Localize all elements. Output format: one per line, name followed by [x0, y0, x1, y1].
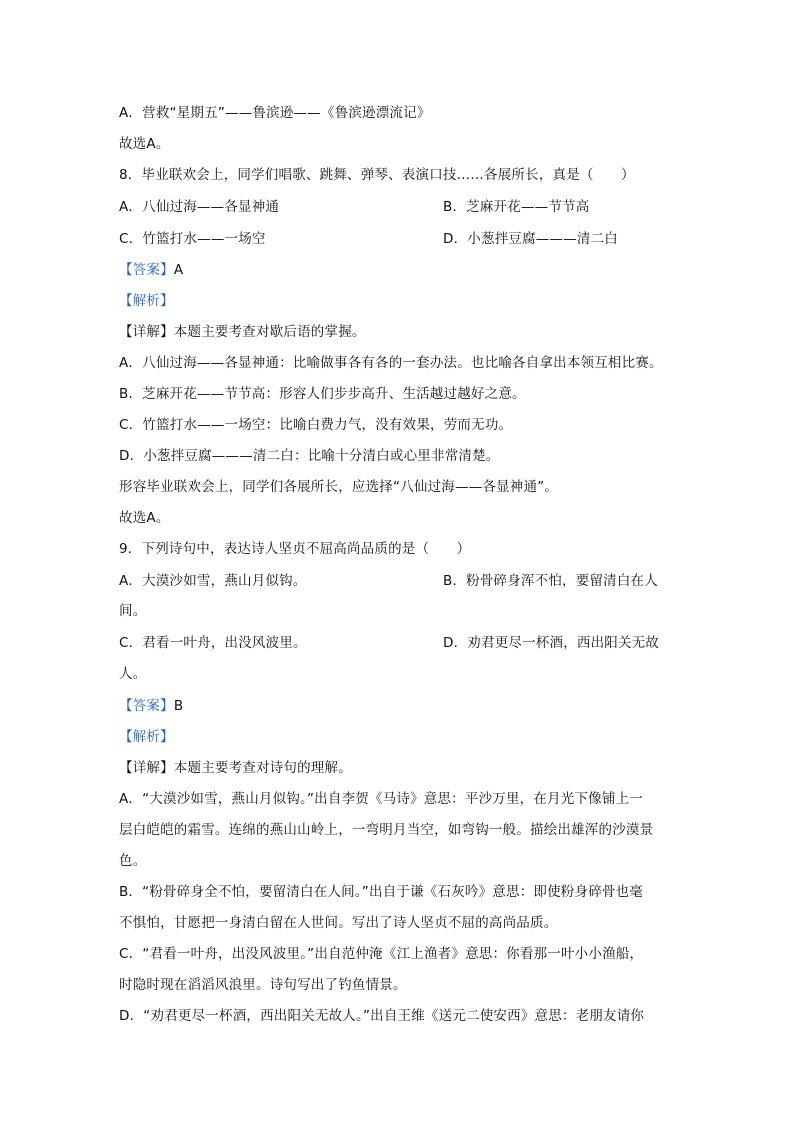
- answer-tag: 【答案】: [119, 262, 174, 278]
- question-8-option-c: C．竹篮打水——一场空: [119, 231, 266, 247]
- answer-tag: 【答案】: [119, 698, 174, 714]
- analysis-tag: 【解析】: [119, 293, 174, 309]
- question-8-explain-d: D．小葱拌豆腐———清二白：比喻十分清白或心里非常清楚。: [119, 448, 500, 464]
- question-9-explain-b-2: 不惧怕，甘愿把一身清白留在人世间。写出了诗人坚贞不屈的高尚品质。: [119, 915, 558, 931]
- analysis-tag: 【解析】: [119, 729, 174, 745]
- text-line: 故选A。: [119, 136, 170, 152]
- question-8-detail: 【详解】本题主要考查对歇后语的掌握。: [119, 324, 366, 340]
- question-8-explain-b: B．芝麻开花——节节高：形容人们步步高升、生活越过越好之意。: [119, 386, 526, 402]
- question-8-option-a: A．八仙过海——各显神通: [119, 199, 280, 215]
- question-8-analysis-tag: [119, 291, 679, 311]
- question-9-stem: 9．下列诗句中，表达诗人坚贞不屈高尚品质的是（ ）: [119, 541, 471, 557]
- question-9-option-d-wrap: 人。: [119, 666, 147, 682]
- question-9-explain-a-1: A．“大漠沙如雪，燕山月似钩。”出自李贺《马诗》意思：平沙万里，在月光下像铺上一: [119, 791, 643, 807]
- question-8-explain-a: A．八仙过海——各显神通：比喻做事各有各的一套办法。也比喻各自拿出本领互相比赛。: [119, 355, 663, 371]
- text-line: A．营救“星期五”——鲁滨逊——《鲁滨逊漂流记》: [119, 105, 431, 121]
- question-8-stem: 8．毕业联欢会上，同学们唱歌、跳舞、弹琴、表演口技……各展所长，真是（ ）: [119, 167, 635, 183]
- question-9-explain-a-2: 层白皑皑的霜雪。连绵的燕山山岭上，一弯明月当空，如弯钩一般。描绘出雄浑的沙漠景: [119, 822, 654, 838]
- question-9-option-d: D．劝君更尽一杯酒，西出阳关无故: [443, 635, 660, 651]
- question-9-explain-c-2: 时隐时现在滔滔风浪里。诗句写出了钓鱼情景。: [119, 977, 407, 993]
- answer-value: B: [173, 698, 184, 714]
- question-9-option-c: C．君看一叶舟，出没风波里。: [119, 635, 307, 651]
- question-9-option-b-wrap: 间。: [119, 603, 147, 619]
- question-8-answer: [119, 260, 679, 280]
- question-9-option-b: B．粉骨碎身浑不怕，要留清白在人: [443, 573, 658, 589]
- question-9-explain-b-1: B．“粉骨碎身全不怕，要留清白在人间。”出自于谦《石灰吟》意思：即使粉身碎骨也毫: [119, 884, 643, 900]
- question-8-conclusion: 形容毕业联欢会上，同学们各展所长，应选择“八仙过海——各显神通”。: [119, 479, 559, 495]
- question-9-explain-c-1: C．“君看一叶舟，出没风波里。”出自范仲淹《江上渔者》意思：你看那一叶小小渔船，: [119, 946, 644, 962]
- question-9-analysis-tag: [119, 727, 679, 747]
- question-9-detail: 【详解】本题主要考查对诗句的理解。: [119, 760, 352, 776]
- question-9-explain-d-1: D．“劝君更尽一杯酒，西出阳关无故人。”出自王维《送元二使安西》意思：老朋友请你: [119, 1008, 645, 1024]
- answer-value: A: [173, 262, 184, 278]
- question-8-option-b: B．芝麻开花——节节高: [443, 199, 590, 215]
- question-9-explain-a-3: 色。: [119, 853, 147, 869]
- question-9-option-a: A．大漠沙如雪，燕山月似钩。: [119, 573, 307, 589]
- question-8-choose: 故选A。: [119, 510, 170, 526]
- question-8-explain-c: C．竹篮打水——一场空：比喻白费力气，没有效果，劳而无功。: [119, 417, 513, 433]
- question-8-option-d: D．小葱拌豆腐———清二白: [443, 231, 618, 247]
- question-9-answer: [119, 696, 679, 716]
